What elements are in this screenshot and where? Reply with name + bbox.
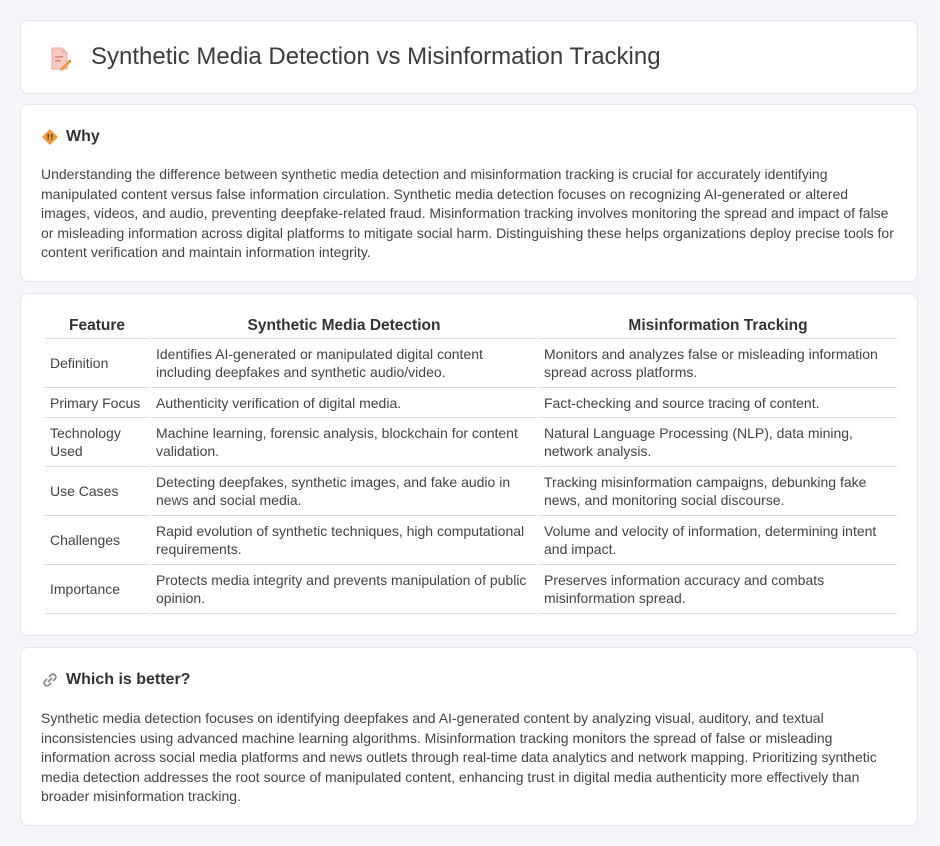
table-row: [45, 339, 897, 388]
table-row: [45, 388, 897, 418]
misinfo-cell: Natural Language Processing (NLP), data mining, network analysis.: [539, 418, 897, 467]
better-text: Synthetic media detection focuses on identifying deepfakes and AI-generated content by analyzing visual, auditory, and textual inconsistencies using advanced machine learning algorithms. Misinformation tracking monitors the spread of false or misleading information across social media platforms and news outlets through real-time data analytics and network mapping. Prioritizing synthetic media detection addresses the root source of manipulated content, enhancing trust in digital media authenticity more effectively than broader misinformation tracking.: [41, 710, 877, 804]
better-header: [41, 670, 190, 690]
comparison-table: [43, 314, 899, 614]
comparison-section: [20, 293, 918, 636]
table-row: [45, 516, 897, 565]
header-misinformation-tracking: Misinformation Tracking: [539, 314, 897, 339]
why-text: Understanding the difference between synthetic media detection and misinformation tracking is crucial for accurately identifying manipulated content versus false information circulation. Synthetic media detection focuses on recognizing AI-generated or altered images, videos, and audio, preventing deepfake-related fraud. Misinformation tracking involves monitoring the spread and impact of false or misleading information across digital platforms to mitigate social harm. Distinguishing these helps organizations deploy precise tools for content verification and maintain information integrity.: [41, 166, 894, 260]
svg-text:!!: !!: [46, 133, 54, 143]
feature-cell: Definition: [45, 339, 149, 388]
misinfo-cell: Monitors and analyzes false or misleading information spread across platforms.: [539, 339, 897, 388]
misinfo-cell: Fact-checking and source tracing of content.: [539, 388, 897, 418]
misinfo-cell: Volume and velocity of information, determining intent and impact.: [539, 516, 897, 565]
header-synthetic-media-detection: Synthetic Media Detection: [151, 314, 537, 339]
header-feature: Feature: [45, 314, 149, 339]
synthetic-cell: Rapid evolution of synthetic techniques, high computational requirements.: [151, 516, 537, 565]
misinfo-cell: Tracking misinformation campaigns, debunking fake news, and monitoring social discourse.: [539, 467, 897, 516]
link-icon: [41, 671, 59, 689]
synthetic-cell: Authenticity verification of digital media.: [151, 388, 537, 418]
better-heading: Which is better?: [66, 671, 191, 688]
which-is-better-section: [20, 647, 918, 826]
synthetic-cell: Detecting deepfakes, synthetic images, and fake audio in news and social media.: [151, 467, 537, 516]
feature-cell: Primary Focus: [45, 388, 149, 418]
document-edit-icon: [49, 47, 71, 71]
synthetic-cell: Machine learning, forensic analysis, blockchain for content validation.: [151, 418, 537, 467]
misinfo-cell: Preserves information accuracy and combats misinformation spread.: [539, 565, 897, 614]
feature-cell: Technology Used: [45, 418, 149, 467]
warning-diamond-icon: [41, 128, 59, 146]
synthetic-cell: Identifies AI-generated or manipulated digital content including deepfakes and synthetic audio/video.: [151, 339, 537, 388]
table-row: [45, 418, 897, 467]
feature-cell: Importance: [45, 565, 149, 614]
why-heading: Why: [66, 128, 100, 145]
feature-cell: Use Cases: [45, 467, 149, 516]
table-row: [45, 565, 897, 614]
title-card: [20, 20, 918, 94]
page-title: Synthetic Media Detection vs Misinformation Tracking: [91, 43, 661, 70]
table-header-row: [45, 314, 897, 339]
feature-cell: Challenges: [45, 516, 149, 565]
table-row: [45, 467, 897, 516]
why-section: [20, 104, 918, 282]
why-header: [41, 127, 100, 147]
synthetic-cell: Protects media integrity and prevents manipulation of public opinion.: [151, 565, 537, 614]
